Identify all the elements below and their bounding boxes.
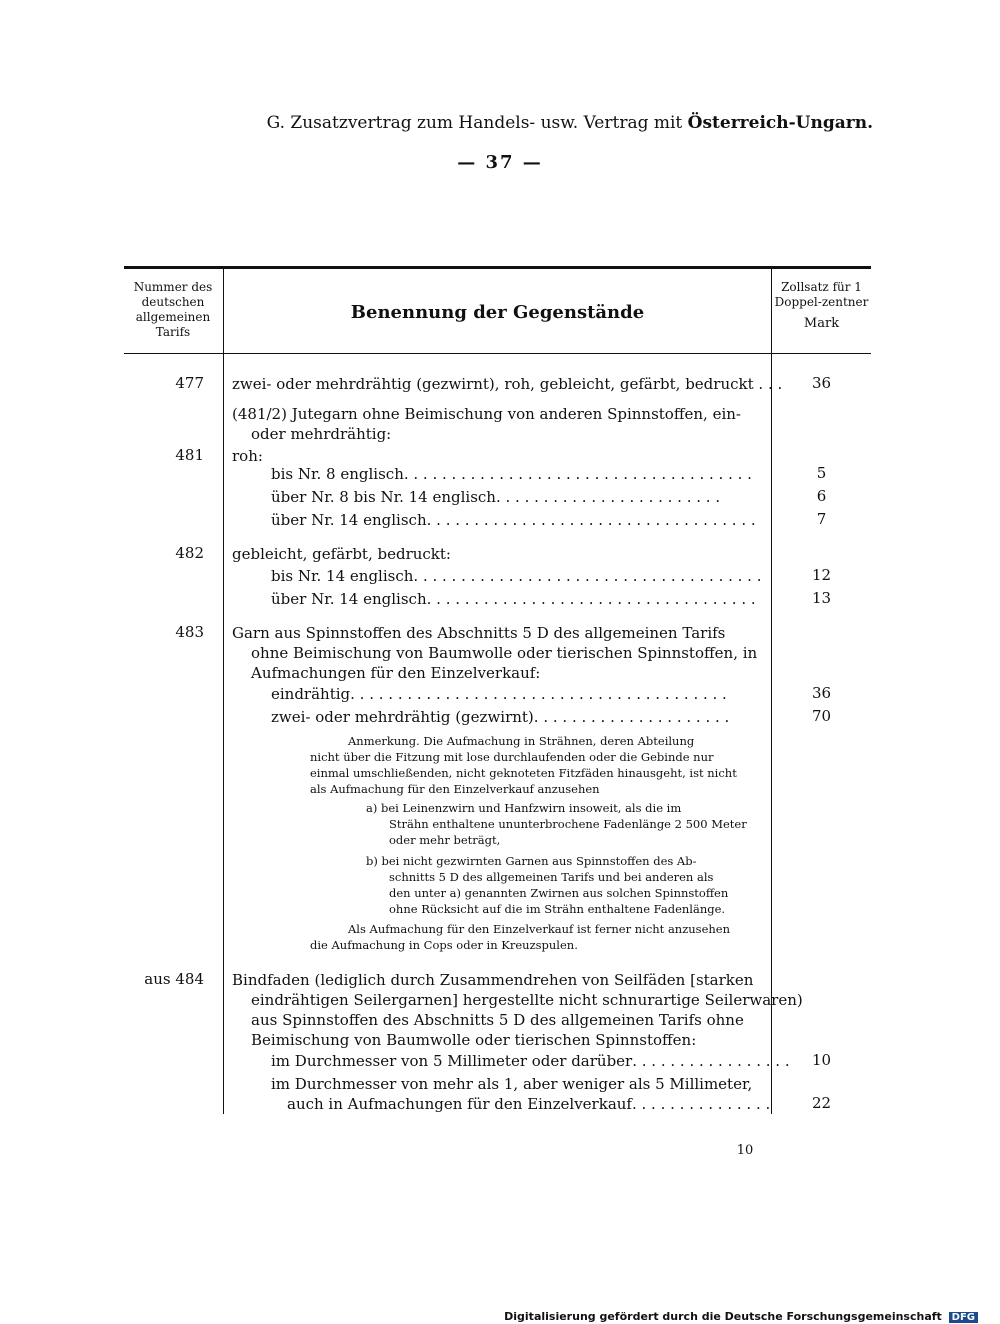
rate-value: 36 bbox=[811, 684, 832, 702]
item-text: Aufmachungen für den Einzelverkauf: bbox=[251, 664, 541, 682]
tariff-number: aus 484 bbox=[144, 970, 204, 988]
dfg-credit-text: Digitalisierung gefördert durch die Deutsche Forschungsgemeinschaft bbox=[504, 1310, 942, 1323]
note-text: die Aufmachung in Cops oder in Kreuzspulen. bbox=[310, 938, 578, 952]
running-header-prefix: G. Zusatzvertrag zum Handels- usw. Vertrag mit bbox=[266, 113, 683, 133]
rate-value: 6 bbox=[816, 487, 827, 505]
item-text: bis Nr. 14 englisch bbox=[271, 567, 414, 585]
column-header-name: Benennung der Gegenstände bbox=[350, 302, 645, 323]
rate-value: 70 bbox=[811, 707, 832, 725]
item-line bbox=[271, 589, 761, 609]
item-text: auch in Aufmachungen für den Einzelverkauf bbox=[287, 1095, 632, 1113]
rate-value: 7 bbox=[816, 510, 827, 528]
note-text: nicht über die Fitzung mit lose durchlaufenden oder die Gebinde nur bbox=[310, 750, 714, 764]
item-text: über Nr. 14 englisch bbox=[271, 590, 427, 608]
column-header-rate-unit: Mark bbox=[803, 316, 840, 331]
item-line bbox=[271, 566, 761, 586]
table-header-rule bbox=[124, 353, 871, 354]
leader-dots: . . . . . . . . . . . . . . . . . . . . . . . . . . . . . . . . . . . . . . . . bbox=[350, 685, 727, 703]
page-number: — 37 — bbox=[457, 152, 543, 173]
note-text: schnitts 5 D des allgemeinen Tarifs und bei anderen als bbox=[389, 870, 714, 884]
item-text: über Nr. 8 bis Nr. 14 englisch bbox=[271, 488, 496, 506]
column-header-rate bbox=[772, 280, 871, 331]
item-line bbox=[271, 707, 761, 727]
leader-dots: . . . . . . . . . . . . . . . . . bbox=[632, 1052, 790, 1070]
dfg-credit bbox=[504, 1310, 978, 1323]
rate-value: 5 bbox=[816, 464, 827, 482]
item-text: aus Spinnstoffen des Abschnitts 5 D des allgemeinen Tarifs ohne bbox=[251, 1011, 744, 1029]
rate-value: 12 bbox=[811, 566, 832, 584]
item-text: gebleicht, gefärbt, bedruckt: bbox=[232, 545, 451, 563]
item-text: ohne Beimischung von Baumwolle oder tierischen Spinnstoffen, in bbox=[251, 644, 758, 662]
column-divider-left bbox=[223, 269, 224, 1114]
item-text: im Durchmesser von 5 Millimeter oder darüber bbox=[271, 1052, 633, 1070]
leader-dots: . . . . . . . . . . . . . . . . . . . . . . . . . . . . . . . . . . . bbox=[426, 590, 756, 608]
table-top-rule bbox=[124, 266, 871, 269]
item-text: zwei- oder mehrdrähtig (gezwirnt), roh, gebleicht, gefärbt, bedruckt . . . bbox=[232, 375, 783, 393]
item-text: eindrähtigen Seilergarnen] hergestellte nicht schnurartige Seilerwaren) bbox=[251, 991, 803, 1009]
leader-dots: . . . . . . . . . . . . . . . . . . . . . bbox=[533, 708, 730, 726]
item-text: oder mehrdrähtig: bbox=[251, 425, 392, 443]
note-text: a) bei Leinenzwirn und Hanfzwirn insoweit, als die im bbox=[366, 801, 682, 815]
rate-value: 13 bbox=[811, 589, 832, 607]
item-line bbox=[271, 487, 761, 507]
item-text: Bindfaden (lediglich durch Zusammendrehen von Seilfäden [starken bbox=[232, 971, 754, 989]
item-text: über Nr. 14 englisch bbox=[271, 511, 427, 529]
note-text: einmal umschließenden, nicht geknoteten Fitzfäden hinausgeht, ist nicht bbox=[310, 766, 737, 780]
tariff-number: 481 bbox=[175, 446, 204, 464]
item-line bbox=[271, 1051, 790, 1071]
note-text: Als Aufmachung für den Einzelverkauf ist ferner nicht anzusehen bbox=[348, 922, 730, 936]
item-line bbox=[287, 1094, 771, 1114]
note-text: den unter a) genannten Zwirnen aus solchen Spinnstoffen bbox=[389, 886, 729, 900]
column-header-rate-label: Zollsatz für 1 Doppel-zentner bbox=[774, 280, 869, 309]
item-text: bis Nr. 8 englisch bbox=[271, 465, 404, 483]
column-header-number: Nummer des deutschen allgemeinen Tarifs bbox=[133, 280, 213, 339]
leader-dots: . . . . . . . . . . . . . . . . . . . . . . . . . . . . . . . . . . . . . bbox=[413, 567, 762, 585]
item-text: zwei- oder mehrdrähtig (gezwirnt) bbox=[271, 708, 534, 726]
rate-value: 10 bbox=[811, 1051, 832, 1069]
tariff-number: 482 bbox=[175, 544, 204, 562]
item-text: im Durchmesser von mehr als 1, aber weniger als 5 Millimeter, bbox=[271, 1075, 753, 1093]
tariff-number: 477 bbox=[175, 374, 204, 392]
item-text: (481/2) Jutegarn ohne Beimischung von anderen Spinnstoffen, ein- bbox=[232, 405, 741, 423]
rate-value: 36 bbox=[811, 374, 832, 392]
note-text: ohne Rücksicht auf die im Strähn enthaltene Fadenlänge. bbox=[389, 902, 726, 916]
item-line bbox=[271, 684, 761, 704]
running-header bbox=[267, 113, 873, 133]
leader-dots: . . . . . . . . . . . . . . . . . . . . . . . . . . . . . . . . . . . . . bbox=[403, 465, 752, 483]
leader-dots: . . . . . . . . . . . . . . . . . . . . . . . . bbox=[495, 488, 721, 506]
item-text: eindrähtig bbox=[271, 685, 351, 703]
note-text: oder mehr beträgt, bbox=[389, 833, 501, 847]
item-text: roh: bbox=[232, 447, 263, 465]
tariff-number: 483 bbox=[175, 623, 204, 641]
item-text: Garn aus Spinnstoffen des Abschnitts 5 D des allgemeinen Tarifs bbox=[232, 624, 726, 642]
item-line bbox=[271, 464, 761, 484]
note-text: b) bei nicht gezwirnten Garnen aus Spinnstoffen des Ab- bbox=[366, 854, 697, 868]
note-text: als Aufmachung für den Einzelverkauf anzusehen bbox=[310, 782, 600, 796]
note-text: Strähn enthaltene ununterbrochene Fadenlänge 2 500 Meter bbox=[389, 817, 747, 831]
leader-dots: . . . . . . . . . . . . . . . . . . . . . . . . . . . . . . . . . . . bbox=[426, 511, 756, 529]
dfg-logo: DFG bbox=[949, 1312, 978, 1323]
item-text: Beimischung von Baumwolle oder tierischen Spinnstoffen: bbox=[251, 1031, 697, 1049]
running-header-country: Österreich-Ungarn. bbox=[687, 113, 873, 133]
rate-value: 22 bbox=[811, 1094, 832, 1112]
item-line bbox=[271, 510, 761, 530]
sheet-number: 10 bbox=[736, 1143, 754, 1158]
note-text: Anmerkung. Die Aufmachung in Strähnen, deren Abteilung bbox=[348, 734, 695, 748]
leader-dots: . . . . . . . . . . . . . . . bbox=[631, 1095, 771, 1113]
